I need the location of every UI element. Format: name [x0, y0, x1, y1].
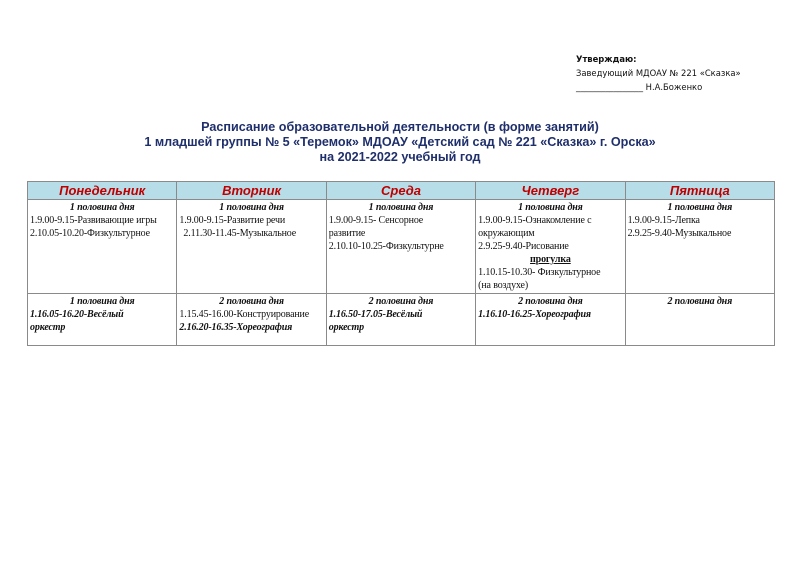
schedule-cell	[625, 200, 774, 294]
half-day-label: 1 половина дня	[518, 202, 583, 213]
schedule-row	[28, 200, 775, 294]
activity-line: 1.9.00-9.15-Ознакомление с	[478, 215, 592, 226]
title-line-3: на 2021-2022 учебный год	[319, 150, 481, 164]
half-day-label: 2 половина дня	[219, 296, 284, 307]
activity-line: 1.9.00-9.15-Развитие речи	[179, 215, 286, 226]
activity-line: 2.10.05-10.20-Физкультурное	[30, 228, 150, 239]
approval-block	[576, 52, 741, 94]
activity-line: (на воздухе)	[478, 280, 529, 291]
half-day-label: 1 половина дня	[667, 202, 733, 213]
schedule-table	[27, 181, 775, 346]
half-day-label: 1 половина дня	[219, 202, 284, 213]
activity-line: 1.15.45-16.00-Конструирование	[179, 309, 310, 320]
activity-line: развитие	[328, 228, 366, 239]
half-day-label: 1 половина дня	[69, 202, 135, 213]
activity-line: 1.16.10-16.25-Хореография	[478, 309, 591, 320]
activity-line: 2.10.10-10.25-Физкультурне	[328, 241, 444, 252]
schedule-cell	[476, 200, 625, 294]
activity-line: 1.9.00-9.15-Лепка	[627, 215, 700, 226]
half-day-label: 1 половина дня	[368, 202, 434, 213]
approval-label: Утверждаю:	[576, 54, 637, 64]
activity-line: оркестр	[30, 322, 66, 333]
half-day-label: 2 половина дня	[518, 296, 583, 307]
schedule-cell	[28, 294, 177, 346]
activity-line: 1.9.00-9.15-Развивающие игры	[30, 215, 157, 226]
title-line-1: Расписание образовательной деятельности (в форме занятий)	[201, 120, 599, 134]
day-header: Четверг	[476, 182, 625, 200]
activity-line: 1.10.15-10.30- Физкультурное	[478, 267, 601, 278]
day-header: Вторник	[177, 182, 326, 200]
activity-line: 2.9.25-9.40-Музыкальное	[627, 228, 732, 239]
walk-label: прогулка	[530, 254, 571, 265]
activity-line: 1.16.50-17.05-Весёлый	[328, 309, 423, 320]
half-day-label: 2 половина дня	[667, 296, 733, 307]
half-day-label: 2 половина дня	[368, 296, 434, 307]
day-header: Среда	[326, 182, 475, 200]
document-title	[0, 120, 800, 165]
activity-line: 1.16.05-16.20-Весёлый	[30, 309, 124, 320]
activity-line: 2.11.30-11.45-Музыкальное	[183, 228, 297, 239]
activity-line: 2.16.20-16.35-Хореография	[179, 322, 293, 333]
activity-line: 1.9.00-9.15- Сенсорное	[328, 215, 424, 226]
activity-line: окружающим	[478, 228, 535, 239]
day-header: Понедельник	[28, 182, 177, 200]
approval-signature: ________________ Н.А.Боженко	[576, 82, 703, 92]
schedule-cell	[177, 294, 326, 346]
schedule-cell	[326, 200, 475, 294]
day-header: Пятница	[625, 182, 774, 200]
schedule-cell	[28, 200, 177, 294]
schedule-cell	[476, 294, 625, 346]
approval-position: Заведующий МДОАУ № 221 «Сказка»	[576, 68, 741, 78]
half-day-label: 1 половина дня	[69, 296, 135, 307]
day-header-row	[28, 182, 775, 200]
schedule-cell	[326, 294, 475, 346]
schedule-cell	[625, 294, 774, 346]
activity-line: 2.9.25-9.40-Рисование	[478, 241, 569, 252]
activity-line: оркестр	[328, 322, 365, 333]
schedule-row	[28, 294, 775, 346]
title-line-2: 1 младшей группы № 5 «Теремок» МДОАУ «Детский сад № 221 «Сказка» г. Орска»	[144, 135, 656, 149]
schedule-cell	[177, 200, 326, 294]
